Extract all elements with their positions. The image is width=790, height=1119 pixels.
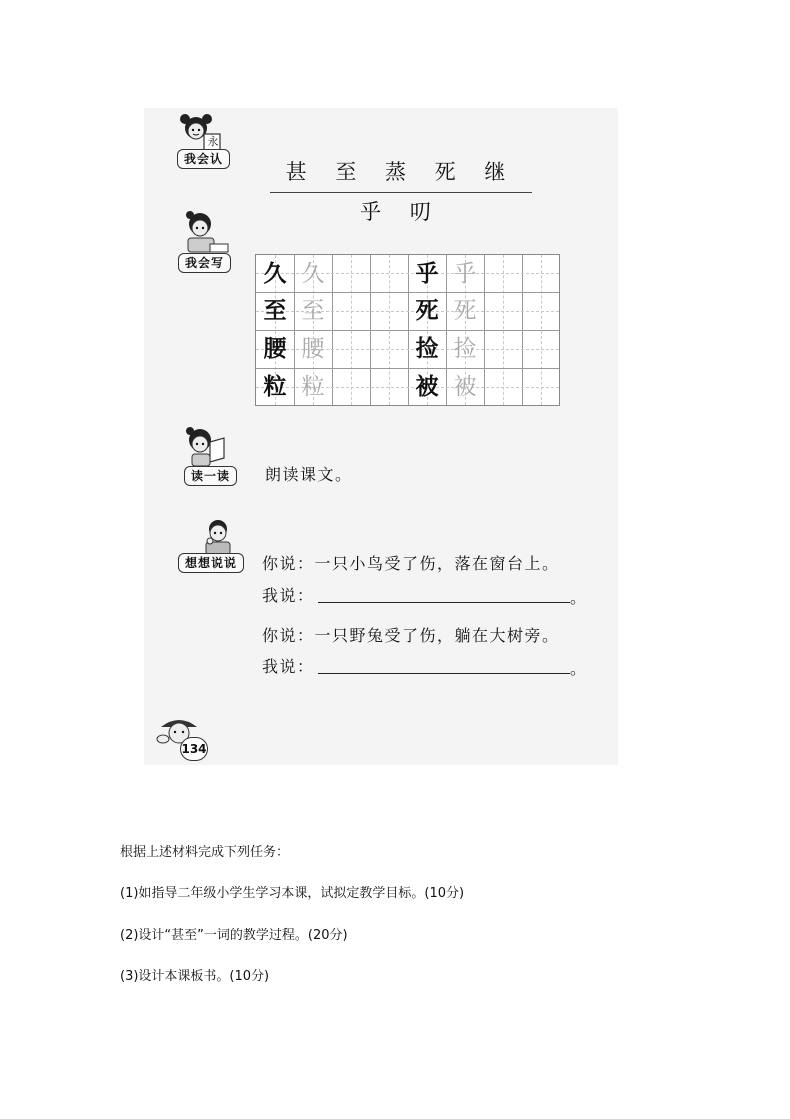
trace-character: 乎 (453, 261, 477, 287)
model-character: 至 (263, 297, 287, 324)
model-character: 乎 (415, 260, 439, 287)
talk-prompt-2: 你说：一只野兔受了伤，躺在大树旁。 (262, 626, 560, 645)
task-item-1: (1)如指导二年级小学生学习本课，试拟定教学目标。(10分) (120, 886, 465, 901)
thinking-boy-mascot-icon (196, 517, 240, 557)
badge-character: 永 (207, 135, 219, 148)
writing-girl-mascot-icon (180, 210, 230, 256)
task-item-2: (2)设计“甚至”一词的教学过程。(20分) (120, 928, 348, 943)
talk-reply-label-2: 我说： (262, 657, 315, 676)
task-item-3: (3)设计本课板书。(10分) (120, 969, 270, 984)
trace-character: 至 (301, 298, 325, 324)
trace-character: 久 (301, 261, 325, 287)
talk-prompt-1: 你说：一只小鸟受了伤，落在窗台上。 (262, 554, 560, 573)
task-intro: 根据上述材料完成下列任务： (120, 845, 290, 860)
model-character: 粒 (263, 373, 287, 400)
trace-character: 腰 (301, 336, 325, 362)
model-character: 被 (415, 373, 439, 400)
section-label-read: 读一读 (184, 466, 237, 486)
model-character: 捡 (415, 335, 439, 362)
writing-practice-grid (255, 254, 560, 406)
recognize-characters: 甚 至 蒸 死 继 乎 叨 (270, 152, 532, 193)
trace-character: 死 (453, 298, 477, 324)
model-character: 腰 (263, 335, 287, 362)
section-label-talk: 想想说说 (178, 553, 244, 573)
answer-blank-1[interactable] (318, 602, 570, 603)
trace-character: 捡 (453, 336, 477, 362)
talk-reply-end-2: 。 (570, 659, 588, 678)
trace-character: 被 (453, 374, 477, 400)
talk-reply-end-1: 。 (570, 588, 588, 607)
model-character: 久 (263, 260, 287, 287)
page-number: 134 (180, 737, 208, 761)
section-label-write: 我会写 (178, 253, 231, 273)
reading-girl-mascot-icon (182, 426, 232, 468)
talk-reply-label-1: 我说： (262, 586, 315, 605)
read-instruction: 朗读课文。 (265, 465, 353, 484)
section-label-recognize: 我会认 (177, 149, 230, 169)
trace-character: 粒 (301, 374, 325, 400)
answer-blank-2[interactable] (318, 673, 570, 674)
model-character: 死 (415, 297, 439, 324)
